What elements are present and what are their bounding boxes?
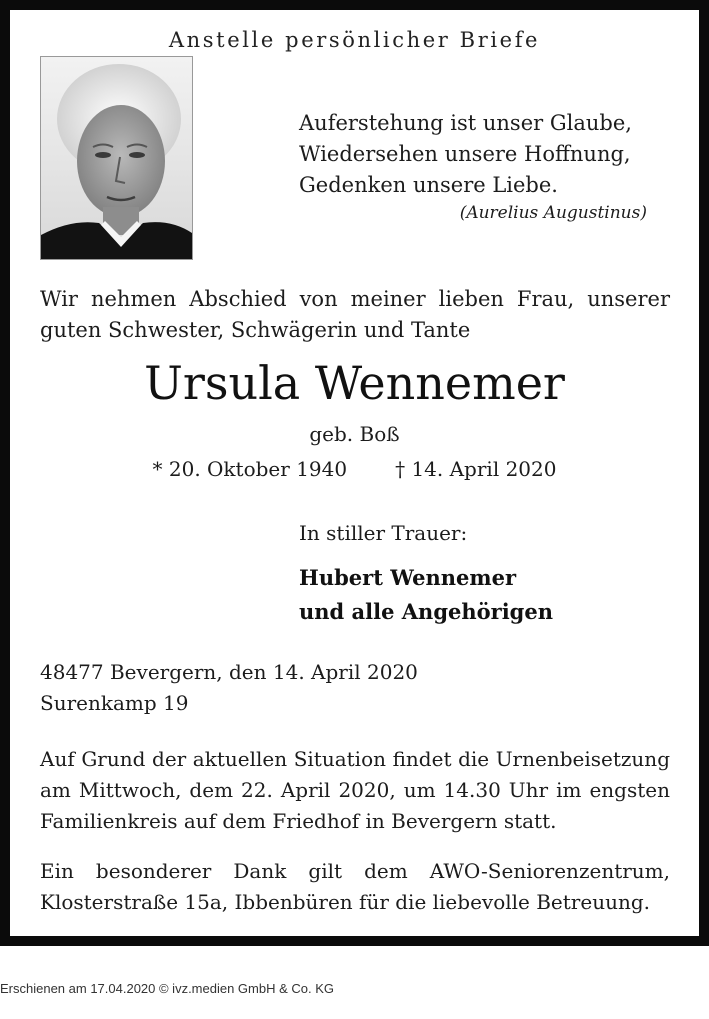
quote-author: (Aurelius Augustinus) xyxy=(459,203,647,223)
life-dates xyxy=(10,457,699,481)
quote-block xyxy=(299,108,669,225)
intro-text: Wir nehmen Abschied von meiner lieben Frau, unserer guten Schwester, Schwägerin und Tante xyxy=(40,287,670,342)
quote-line: Gedenken unsere Liebe. xyxy=(299,173,558,197)
deceased-name: Ursula Wennemer xyxy=(144,356,565,410)
header-title: Anstelle persönlicher Briefe xyxy=(168,28,541,52)
mourning-label: In stiller Trauer: xyxy=(299,521,468,545)
address-line: 48477 Bevergern, den 14. April 2020 xyxy=(40,660,418,684)
portrait-photo xyxy=(40,56,193,260)
born-name: geb. Boß xyxy=(309,422,400,446)
funeral-paragraph: Auf Grund der aktuellen Situation findet die Urnenbeisetzung am Mittwoch, dem 22. April 2020, um 14.30 Uhr im engsten Familienkreis auf dem Friedhof in Bevergern statt. xyxy=(40,747,670,833)
address-line: Surenkamp 19 xyxy=(40,691,189,715)
death-date: † 14. April 2020 xyxy=(395,457,557,481)
quote-line: Auferstehung ist unser Glaube, xyxy=(299,111,632,135)
mourner-name: Hubert Wennemer xyxy=(299,565,517,590)
portrait-photo-icon xyxy=(41,57,192,259)
quote-line: Wiedersehen unsere Hoffnung, xyxy=(299,142,631,166)
address-block xyxy=(40,657,670,719)
mourner-name: und alle Angehörigen xyxy=(299,599,553,624)
thanks-paragraph: Ein besonderer Dank gilt dem AWO-Seniorenzentrum, Klosterstraße 15a, Ibbenbüren für die liebevolle Betreuung. xyxy=(40,859,670,914)
birth-date: * 20. Oktober 1940 xyxy=(152,457,348,481)
mourners-list xyxy=(299,561,679,629)
publication-footer: Erschienen am 17.04.2020 © ivz.medien GmbH & Co. KG xyxy=(0,981,335,996)
